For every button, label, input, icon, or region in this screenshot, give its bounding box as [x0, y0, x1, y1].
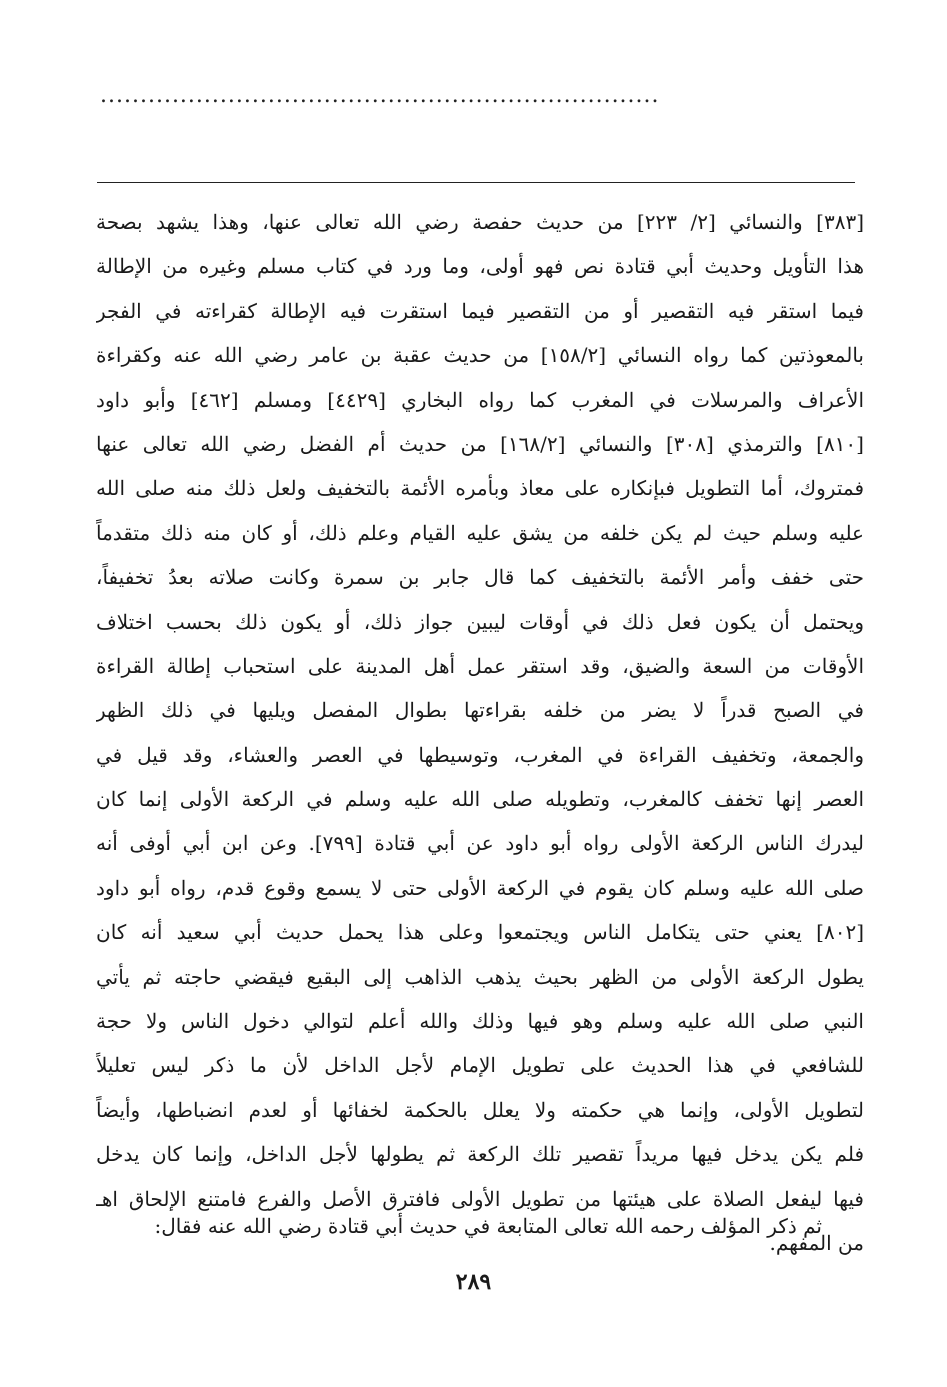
footnote-line: ليدرك الناس الركعة الأولى رواه أبو داود عن أبي قتادة [٧٩٩]. وعن ابن أبي أوفى أنه: [96, 831, 864, 856]
footnote-text: [96, 200, 864, 1265]
footnote-line: فلم يكن يدخل فيها مريداً تقصير تلك الركعة ثم يطولها لأجل الداخل، وإنما كان يدخل: [96, 1142, 864, 1167]
footnote-line: للشافعي في هذا الحديث على تطويل الإمام لأجل الداخل لأن ما ذكر ليس تعليلاً: [96, 1053, 864, 1078]
footnote-line: ويحتمل أن يكون فعل ذلك في أوقات ليبين جواز ذلك، أو يكون ذلك بحسب اختلاف: [96, 609, 864, 634]
footnote-line: عليه وسلم حيث لم يكن خلفه من يشق عليه القيام وعلم ذلك، أو كان منه ذلك متقدماً: [96, 520, 864, 545]
footnote-line: [٨١٠] والترمذي [٣٠٨] والنسائي [١٦٨/٢] من حديث أم الفضل رضي الله تعالى عنها: [96, 431, 864, 456]
footnote-line: في الصبح قدراً لا يضر من خلفه بقراءتها بطوال المفصل ويليها في ذلك الظهر: [96, 698, 864, 723]
footnote-line: يطول الركعة الأولى من الظهر بحيث يذهب الذاهب إلى البقيع فيقضي حاجته ثم يأتي: [96, 964, 864, 989]
footnote-line: [٨٠٢] يعني حتى يتكامل الناس ويجتمعوا وعلى هذا يحمل حديث أبي سعيد أنه كان: [96, 920, 864, 945]
footnote-line: حتى خفف وأمر الأئمة بالتخفيف كما قال جابر بن سمرة وكانت صلاته بعدُ تخفيفاً،: [96, 565, 864, 590]
closing-paragraph: ثم ذكر المؤلف رحمه الله تعالى المتابعة في حديث أبي قتادة رضي الله عنه فقال:: [154, 1214, 822, 1238]
footnote-line: فمتروك، أما التطويل فبإنكاره على معاذ وبأمره الأئمة بالتخفيف ولعل ذلك منه صلى الله: [96, 476, 864, 501]
footnote-line: الأعراف والمرسلات في المغرب كما رواه البخاري [٤٤٢٩] ومسلم [٤٦٢] وأبو داود: [96, 387, 864, 412]
footnote-line: فيما استقر فيه التقصير أو من التقصير فيما استقرت فيه الإطالة كقراءته في الفجر: [96, 298, 864, 323]
footnote-line: هذا التأويل وحديث أبي قتادة نص فهو أولى، وما ورد في كتاب مسلم وغيره من الإطالة: [96, 254, 864, 279]
footnote-line: صلى الله عليه وسلم كان يقوم في الركعة الأولى حتى لا يسمع وقوع قدم، رواه أبو داود: [96, 875, 864, 900]
footnote-line: [٣٨٣] والنسائي [٢/ ٢٢٣] من حديث حفصة رضي الله تعالى عنها، وهذا يشهد بصحة: [96, 210, 864, 234]
dotted-separator: ......................................................................: [100, 86, 660, 106]
footnote-line: والجمعة، وتخفيف القراءة في المغرب، وتوسيطها في العصر والعشاء، وقد قيل في: [96, 742, 864, 767]
footnote-line: النبي صلى الله عليه وسلم وهو فيها وذلك والله أعلم لتوالي دخول الناس ولا حجة: [96, 1009, 864, 1034]
footnote-line: من المفهم.: [769, 1230, 864, 1255]
footnote-rule: [97, 182, 855, 183]
footnote-line: لتطويل الأولى، وإنما هي حكمته ولا يعلل بالحكمة لخفائها أو لعدم انضباطها، وأيضاً: [96, 1097, 864, 1122]
page-number: ٢٨٩: [455, 1269, 492, 1295]
footnote-line: العصر إنها تخفف كالمغرب، وتطويله صلى الله عليه وسلم في الركعة الأولى إنما كان: [96, 787, 864, 812]
footnote-line: فيها ليفعل الصلاة على هيئتها من تطويل الأولى فافترق الأصل والفرع فامتنع الإلحاق اهـ: [96, 1186, 864, 1211]
footnote-line: الأوقات من السعة والضيق، وقد استقر عمل أهل المدينة على استحباب إطالة القراءة: [96, 653, 864, 678]
footnote-line: بالمعوذتين كما رواه النسائي [١٥٨/٢] من حديث عقبة بن عامر رضي الله عنه وكقراءة: [96, 343, 864, 368]
